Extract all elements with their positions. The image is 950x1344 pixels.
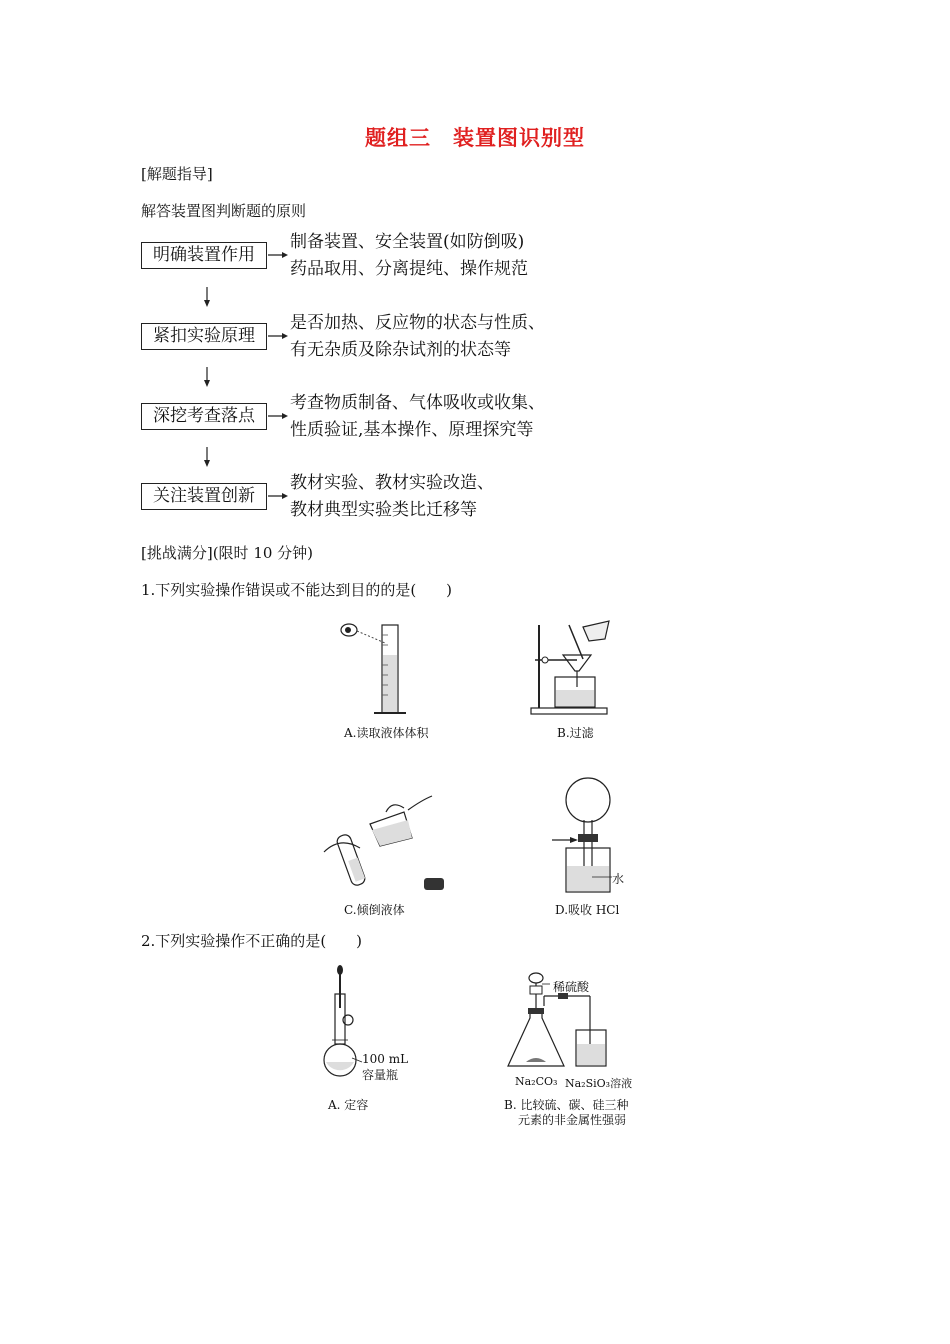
figure-absorb-hcl bbox=[548, 772, 638, 897]
flow-box-3: 深挖考查落点 bbox=[141, 403, 267, 430]
flow-box-1: 明确装置作用 bbox=[141, 242, 267, 269]
flow-text-3a: 考查物质制备、气体吸收或收集、 bbox=[290, 393, 545, 413]
caption-q2-a: A. 定容 bbox=[328, 1098, 369, 1112]
page-title: 题组三 装置图识别型 bbox=[365, 126, 585, 150]
arrow-right-icon bbox=[268, 330, 288, 342]
flow-text-3b: 性质验证,基本操作、原理探究等 bbox=[290, 420, 534, 440]
flow-box-2: 紧扣实验原理 bbox=[141, 323, 267, 350]
caption-q1-a: A.读取液体体积 bbox=[344, 726, 429, 740]
arrow-down-icon bbox=[200, 367, 214, 387]
figure-pouring bbox=[320, 790, 440, 895]
challenge-label: [挑战满分](限时 10 分钟) bbox=[141, 544, 314, 562]
caption-q2-b2: 元素的非金属性强弱 bbox=[518, 1113, 627, 1127]
acid-label: 稀硫酸 bbox=[553, 980, 590, 994]
flow-text-4b: 教材典型实验类比迁移等 bbox=[290, 500, 477, 520]
arrow-right-icon bbox=[268, 249, 288, 261]
water-label: 水 bbox=[612, 872, 625, 886]
figure-read-cylinder bbox=[330, 615, 430, 720]
flask-label-1: 100 mL bbox=[362, 1052, 409, 1066]
flow-text-4a: 教材实验、教材实验改造、 bbox=[290, 473, 494, 493]
na2sio3-label: Na₂SiO₃溶液 bbox=[565, 1077, 633, 1090]
flow-text-2a: 是否加热、反应物的状态与性质、 bbox=[290, 313, 545, 333]
caption-q1-b: B.过滤 bbox=[557, 726, 594, 740]
caption-q1-d: D.吸收 HCl bbox=[555, 903, 620, 917]
caption-q2-b1: B. 比较硫、碳、硅三种 bbox=[504, 1098, 629, 1112]
figure-filtration bbox=[525, 615, 625, 720]
arrow-down-icon bbox=[200, 447, 214, 467]
arrow-down-icon bbox=[200, 287, 214, 307]
figure-volumetric-flask bbox=[318, 962, 368, 1087]
flow-text-1b: 药品取用、分离提纯、操作规范 bbox=[290, 259, 528, 279]
flow-box-4: 关注装置创新 bbox=[141, 483, 267, 510]
principle-label: 解答装置图判断题的原则 bbox=[141, 202, 307, 220]
caption-q1-c: C.倾倒液体 bbox=[344, 903, 405, 917]
guide-label: [解题指导] bbox=[141, 165, 213, 183]
arrow-right-icon bbox=[268, 490, 288, 502]
flow-text-1a: 制备装置、安全装置(如防倒吸) bbox=[290, 232, 525, 252]
na2co3-label: Na₂CO₃ bbox=[515, 1075, 558, 1088]
arrow-right-icon bbox=[268, 410, 288, 422]
question-1-stem: 1.下列实验操作错误或不能达到目的的是( ) bbox=[141, 581, 453, 599]
flask-label-2: 容量瓶 bbox=[362, 1068, 399, 1082]
flow-text-2b: 有无杂质及除杂试剂的状态等 bbox=[290, 340, 511, 360]
question-2-stem: 2.下列实验操作不正确的是( ) bbox=[141, 932, 363, 950]
